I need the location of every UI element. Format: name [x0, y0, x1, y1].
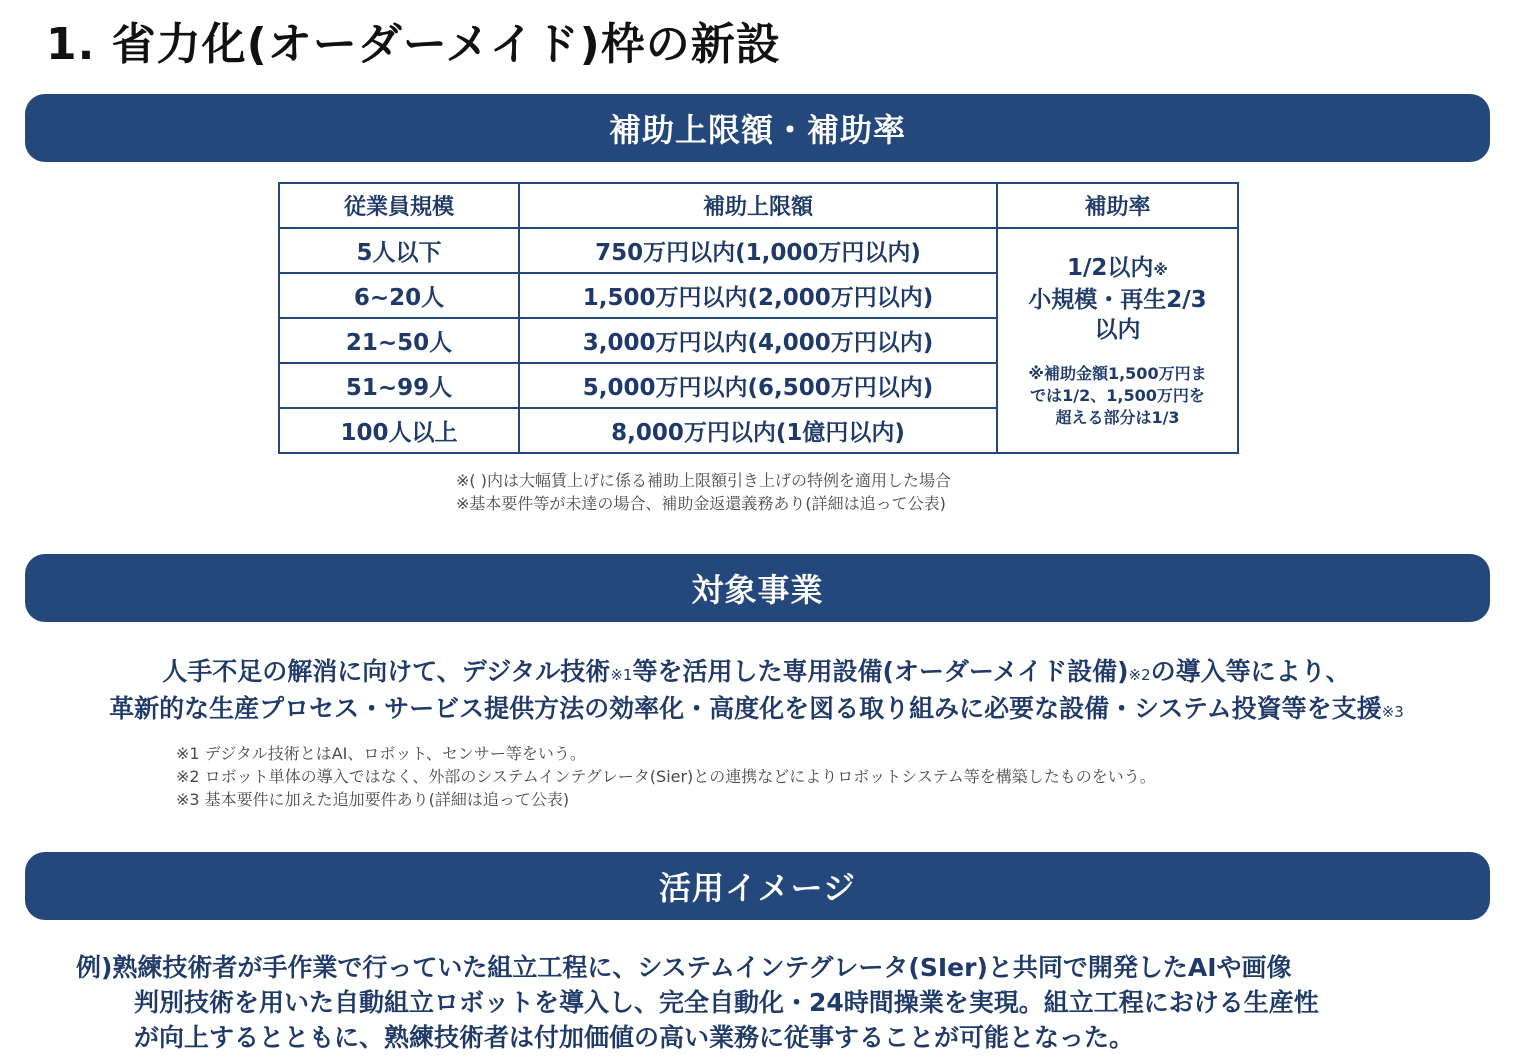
- target-text-1c: の導入等により、: [1150, 657, 1351, 686]
- employee-size-cell: 51~99人: [279, 363, 519, 408]
- section-header-subsidy: 補助上限額・補助率: [25, 94, 1490, 162]
- rate-mark: ※: [1153, 260, 1168, 279]
- rate-line1: 1/2以内: [1066, 254, 1154, 281]
- section-header-target: 対象事業: [25, 554, 1490, 622]
- rate-note-line2: では1/2、1,500万円を: [1030, 385, 1205, 405]
- rate-note-line1: ※補助金額1,500万円ま: [1028, 363, 1207, 383]
- subsidy-cap-cell: 1,500万円以内(2,000万円以内): [519, 273, 997, 318]
- header-subsidy-rate: 補助率: [997, 183, 1238, 228]
- employee-size-cell: 5人以下: [279, 228, 519, 273]
- subsidy-table: [278, 182, 1239, 454]
- rate-note-line3: 超える部分は1/3: [1055, 407, 1180, 427]
- table-note-1: ※( )内は大幅賃上げに係る補助上限額引き上げの特例を適用した場合: [456, 471, 951, 490]
- subsidy-rate-cell: [997, 228, 1238, 453]
- section-header-usage: 活用イメージ: [25, 852, 1490, 920]
- header-employee-size: 従業員規模: [279, 183, 519, 228]
- subsidy-cap-cell: 8,000万円以内(1億円以内): [519, 408, 997, 453]
- table-row: [279, 228, 1238, 273]
- page-title: 1. 省力化(オーダーメイド)枠の新設: [46, 19, 781, 70]
- employee-size-cell: 21~50人: [279, 318, 519, 363]
- table-header-row: [279, 183, 1238, 228]
- header-subsidy-cap: 補助上限額: [519, 183, 997, 228]
- target-note-3: ※3 基本要件に加えた追加要件あり(詳細は追って公表): [176, 790, 570, 809]
- employee-size-cell: 6~20人: [279, 273, 519, 318]
- usage-example: [76, 950, 1319, 1055]
- subsidy-cap-cell: 3,000万円以内(4,000万円以内): [519, 318, 997, 363]
- target-note-2: ※2 ロボット単体の導入ではなく、外部のシステムインテグレータ(Sier)との連携などによりロボットシステム等を構築したものをいう。: [176, 767, 1156, 786]
- target-text-1b: 等を活用した専用設備(オーダーメイド設備): [632, 657, 1129, 686]
- footnote-ref-3: ※3: [1381, 703, 1404, 721]
- example-line-1: 例)熟練技術者が手作業で行っていた組立工程に、システムインテグレータ(SIer)と共同で開発したAIや画像: [76, 953, 1292, 982]
- table-note-2: ※基本要件等が未達の場合、補助金返還義務あり(詳細は追って公表): [456, 494, 946, 513]
- rate-line3: 以内: [1094, 316, 1141, 343]
- example-line-2: 判別技術を用いた自動組立ロボットを導入し、完全自動化・24時間操業を実現。組立工程における生産性: [134, 988, 1319, 1017]
- employee-size-cell: 100人以上: [279, 408, 519, 453]
- target-text-2a: 革新的な生産プロセス・サービス提供方法の効率化・高度化を図る取り組みに必要な設備・システム投資等を支援: [109, 694, 1382, 723]
- target-description-line2: [0, 689, 1513, 725]
- footnote-ref-1: ※1: [610, 666, 633, 684]
- target-note-1: ※1 デジタル技術とはAI、ロボット、センサー等をいう。: [176, 744, 586, 763]
- footnote-ref-2: ※2: [1128, 666, 1151, 684]
- subsidy-cap-cell: 5,000万円以内(6,500万円以内): [519, 363, 997, 408]
- rate-line2: 小規模・再生2/3: [1028, 286, 1207, 313]
- target-text-1a: 人手不足の解消に向けて、デジタル技術: [162, 657, 611, 686]
- example-line-3: が向上するとともに、熟練技術者は付加価値の高い業務に従事することが可能となった。: [134, 1023, 1135, 1052]
- target-description-line1: [0, 652, 1513, 688]
- subsidy-cap-cell: 750万円以内(1,000万円以内): [519, 228, 997, 273]
